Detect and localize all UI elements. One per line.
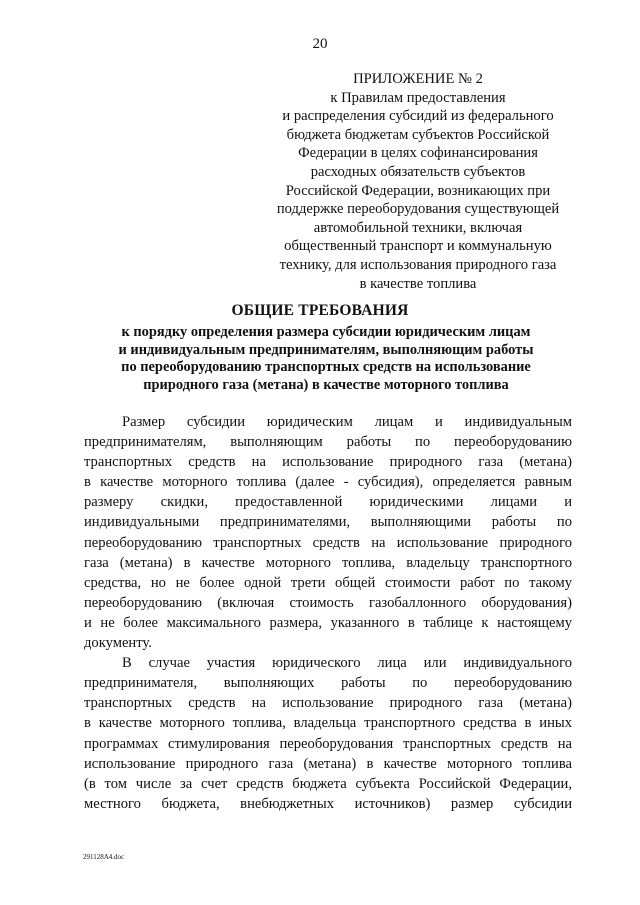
appendix-line: Федерации в целях софинансирования: [298, 145, 538, 162]
paragraph-line: размеру скидки, предоставленной юридическими лицами и: [84, 494, 572, 511]
paragraph-line: транспортных средств на использование природного газа (метана): [84, 695, 572, 712]
appendix-line: к Правилам предоставления: [330, 89, 506, 106]
paragraph-line: и не более максимального размера, указанного в таблице к настоящему: [84, 614, 572, 631]
paragraph: [84, 653, 572, 814]
appendix-line: в качестве топлива: [359, 275, 477, 292]
appendix-line: расходных обязательств субъектов: [310, 163, 526, 180]
appendix-lines: [262, 89, 574, 294]
subtitle-line: по переоборудованию транспортных средств на использование: [121, 359, 531, 376]
subtitle-line: к порядку определения размера субсидии юридическим лицам: [121, 324, 531, 340]
appendix-line: автомобильной техники, включая: [313, 219, 523, 236]
paragraph-line: транспортных средств на использование природного газа (метана): [84, 454, 572, 471]
page-number: 20: [312, 36, 328, 52]
appendix-line: поддержке переоборудования существующей: [276, 201, 560, 218]
paragraph-line: использование природного газа (метана) в качестве моторного топлива: [84, 755, 572, 772]
paragraph-line: В случае участия юридического лица или индивидуального: [122, 655, 572, 672]
paragraph-line: переоборудованию транспортных средств на использование природного: [84, 534, 572, 551]
subtitle-line: природного газа (метана) в качестве моторного топлива: [143, 376, 509, 393]
paragraph-line: средства, но не более одной трети общей стоимости работ по такому: [84, 574, 572, 591]
paragraph-line: переоборудованию (включая стоимость газобаллонного оборудования): [84, 594, 572, 611]
appendix-line: Российской Федерации, возникающих при: [285, 182, 551, 199]
paragraph-line: документу.: [84, 635, 152, 652]
paragraph-line: местного бюджета, внебюджетных источников) размер субсидии: [84, 795, 572, 812]
document-title: ОБЩИЕ ТРЕБОВАНИЯ: [231, 302, 409, 319]
paragraph-line: предпринимателя, выполняющих работы по переоборудованию: [84, 675, 572, 692]
appendix-line: и распределения субсидий из федерального: [282, 108, 554, 125]
body-text: [84, 412, 572, 814]
appendix-title: ПРИЛОЖЕНИЕ № 2: [353, 71, 483, 87]
appendix-line: технику, для использования природного газа: [279, 256, 557, 273]
appendix-block: [262, 70, 574, 293]
document-subtitle: [90, 324, 562, 394]
paragraph-line: (в том числе за счет средств бюджета субъекта Российской Федерации,: [84, 775, 572, 792]
paragraph-line: программах стимулирования переоборудования транспортных средств на: [84, 735, 572, 752]
appendix-line: бюджета бюджетам субъектов Российской: [286, 126, 550, 143]
paragraph-line: предпринимателям, выполняющим работы по переоборудованию: [84, 434, 572, 451]
paragraph-line: в качестве моторного топлива (далее - субсидия), определяется равным: [84, 474, 572, 491]
subtitle-line: и индивидуальным предпринимателям, выполняющим работы: [118, 341, 534, 358]
paragraph-line: газа (метана) в качестве моторного топлива, владельцу транспортного: [84, 554, 572, 571]
paragraph-line: индивидуальными предпринимателями, выполняющими работы по: [84, 514, 572, 531]
footer-doc-code: 291128А4.doc: [83, 853, 125, 861]
paragraph-line: в качестве моторного топлива, владельца транспортного средства в иных: [84, 715, 572, 732]
paragraph-line: Размер субсидии юридическим лицам и индивидуальным: [122, 414, 572, 430]
paragraph: [84, 412, 572, 653]
appendix-line: общественный транспорт и коммунальную: [284, 238, 552, 255]
